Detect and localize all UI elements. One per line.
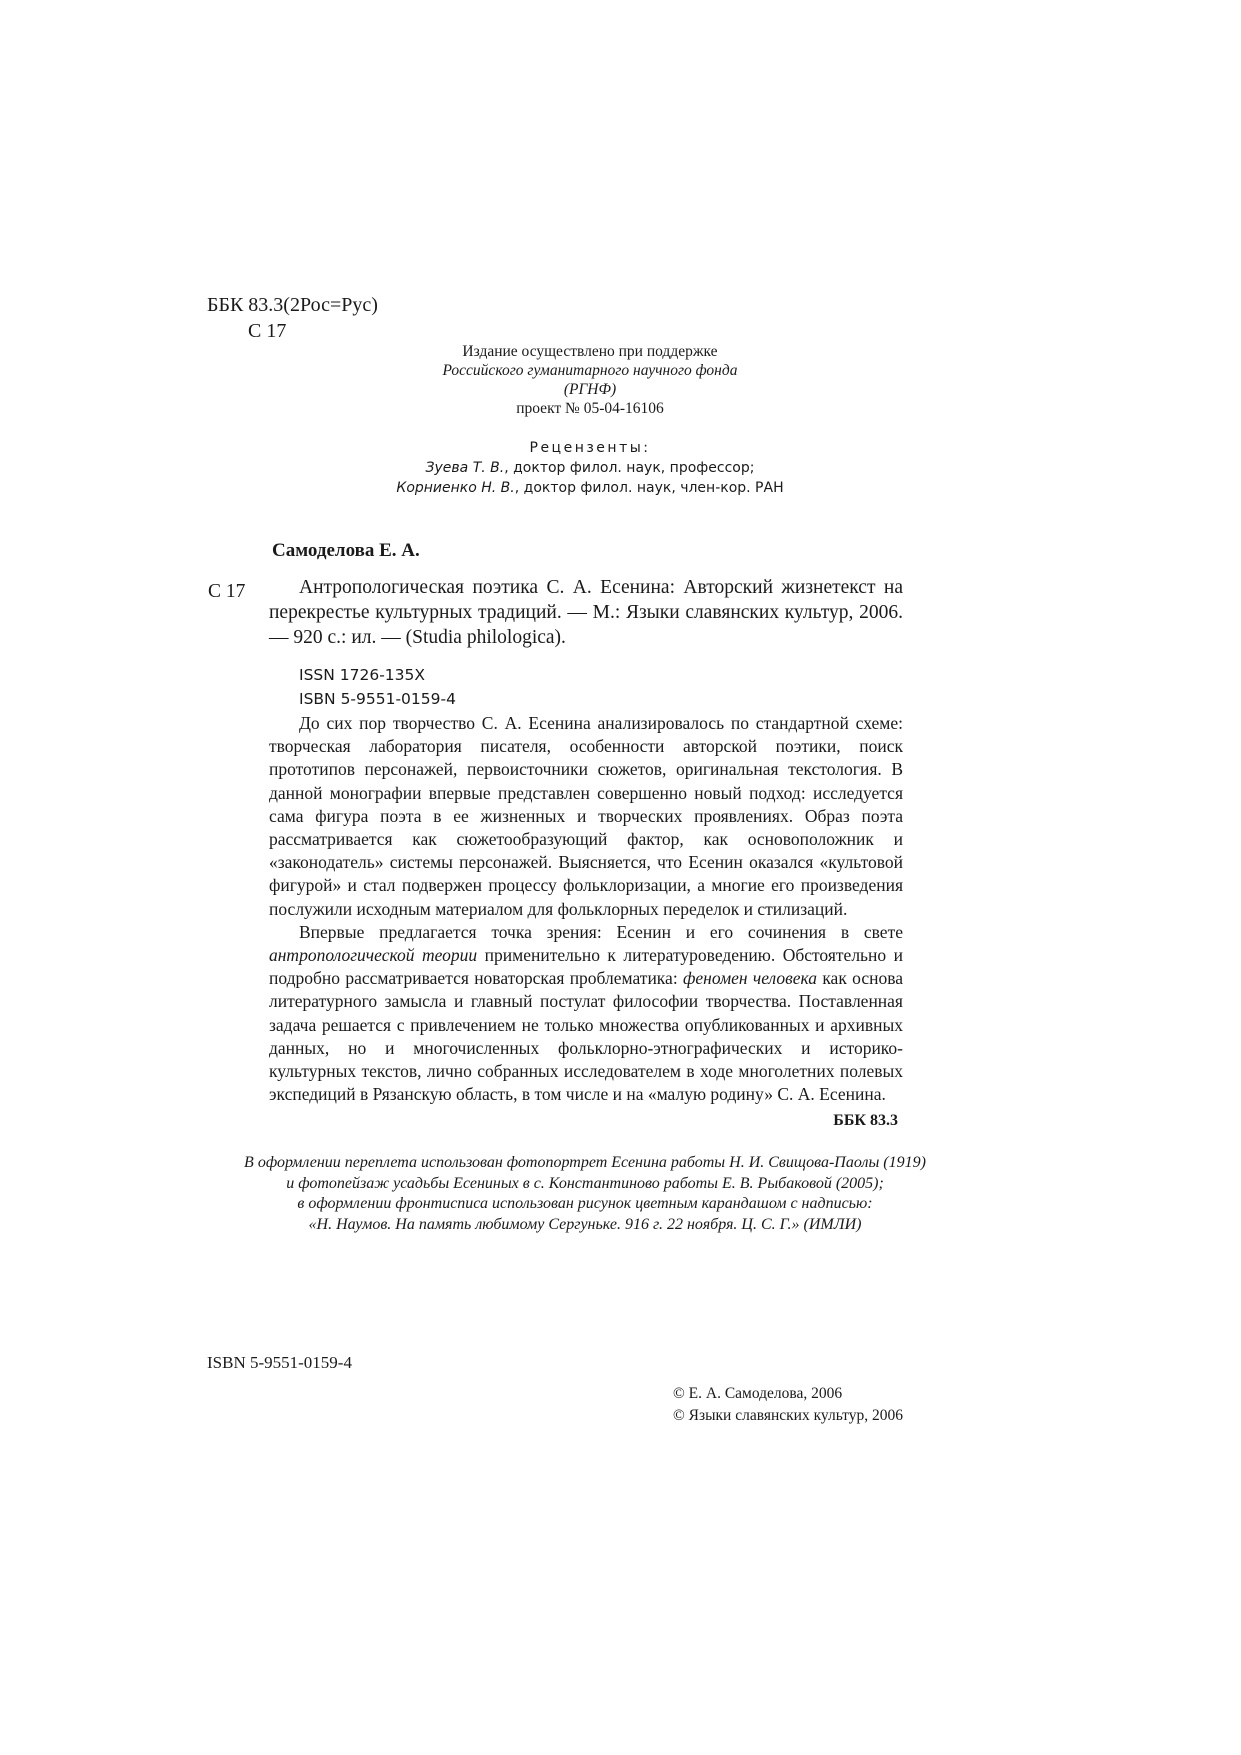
cover-note-line-4: «Н. Наумов. На память любимому Сергуньке. 916 г. 22 ноября. Ц. С. Г.» (ИМЛИ)	[308, 1215, 862, 1233]
issn-number: ISSN 1726-135X	[299, 666, 426, 684]
cover-note-line-2: и фотопейзаж усадьбы Есениных в с. Константиново работы Е. В. Рыбаковой (2005);	[286, 1174, 884, 1192]
reviewer-2-name: Корниенко Н. В.	[396, 480, 515, 496]
copyright-block	[673, 1383, 903, 1427]
bbk-classification-code: ББК 83.3(2Рос=Рус)	[207, 294, 378, 316]
funding-line-3	[300, 380, 880, 399]
bibliographic-annotation: Антропологическая поэтика С. А. Есенина: Авторский жизнетекст на перекрестье культурных традиций. — М.: Языки славянских культур, 2006. — 920 с.: ил. — (Studia philologica).	[269, 577, 903, 648]
book-author: Самоделова Е. А.	[272, 540, 420, 561]
cover-note-line-3: в оформлении фронтисписа использован рисунок цветным карандашом с надписью:	[297, 1195, 873, 1213]
book-sign: С 17	[208, 581, 246, 602]
isbn-bottom: ISBN 5-9551-0159-4	[207, 1353, 352, 1372]
abstract-paragraph-2	[269, 921, 903, 1107]
funding-project-number: проект № 05-04-16106	[516, 400, 664, 417]
funding-org-abbr: (РГНФ)	[563, 381, 617, 398]
abstract-p2-part-c: как основа литературного замысла и главный постулат философии творчества. Поставленная задача решается с привлечением не только множества опубликованных и архивных данных, но и многочисленных фольклорно-этнографических и историко-культурных текстов, лично собранных исследователем в ходе многолетних полевых экспедиций в Рязанскую область, в том числе и на «малую родину» С. А. Есенина.	[269, 968, 904, 1105]
abstract-p2-part-a: Впервые предлагается точка зрения: Есенин и его сочинения в свете	[299, 921, 903, 942]
reviewer-1-desc: , доктор филол. наук, профессор;	[504, 460, 755, 476]
cover-design-note	[190, 1153, 980, 1235]
copyright-publisher: © Языки славянских культур, 2006	[673, 1407, 904, 1424]
isbn-number: ISBN 5-9551-0159-4	[299, 690, 456, 708]
funding-org-name: Российского гуманитарного научного фонда	[442, 362, 738, 379]
reviewers-title: Рецензенты:	[529, 440, 651, 456]
copyright-author: © Е. А. Самоделова, 2006	[673, 1385, 843, 1402]
funding-note	[300, 342, 880, 418]
abstract-p2-emphasis-2: феномен человека	[682, 968, 818, 989]
abstract-paragraph-1: До сих пор творчество С. А. Есенина анализировалось по стандартной схеме: творческая лаборатория писателя, особенности авторской поэтики, поиск прототипов персонажей, первоисточники сюжетов, оригинальная текстология. В данной монографии впервые представлен совершенно новый подход: исследуется сама фигура поэта в ее жизненных и творческих проявлениях. Образ поэта рассматривается как сюжетообразующий фактор, как основоположник и «законодатель» системы персонажей. Выясняется, что Есенин оказался «культовой фигурой» и стал подвержен процессу фольклоризации, а многие его произведения послужили исходным материалом для фольклорных переделок и стилизаций.	[269, 713, 903, 919]
reviewer-1-name: Зуева Т. В.	[425, 460, 505, 476]
bbk-short-code: ББК 83.3	[833, 1112, 898, 1129]
cover-note-line-1: В оформлении переплета использован фотопортрет Есенина работы Н. И. Свищова-Паолы (1919)	[244, 1154, 926, 1171]
identifiers	[299, 663, 456, 711]
author-sign: С 17	[248, 320, 287, 342]
reviewer-1	[300, 458, 880, 478]
reviewers-block	[300, 438, 880, 498]
reviewer-2-desc: , доктор филол. наук, член-кор. РАН	[514, 480, 784, 496]
funding-line-1: Издание осуществлено при поддержке	[462, 343, 718, 360]
abstract-p2-part-b: применительно к литературоведению. Обстоятельно и подробно рассматривается новаторская проблематика:	[269, 945, 903, 989]
abstract-p2-emphasis-1: антропологической теории	[269, 945, 478, 966]
reviewer-2	[300, 478, 880, 498]
abstract	[269, 712, 903, 1106]
funding-line-2	[300, 361, 880, 380]
